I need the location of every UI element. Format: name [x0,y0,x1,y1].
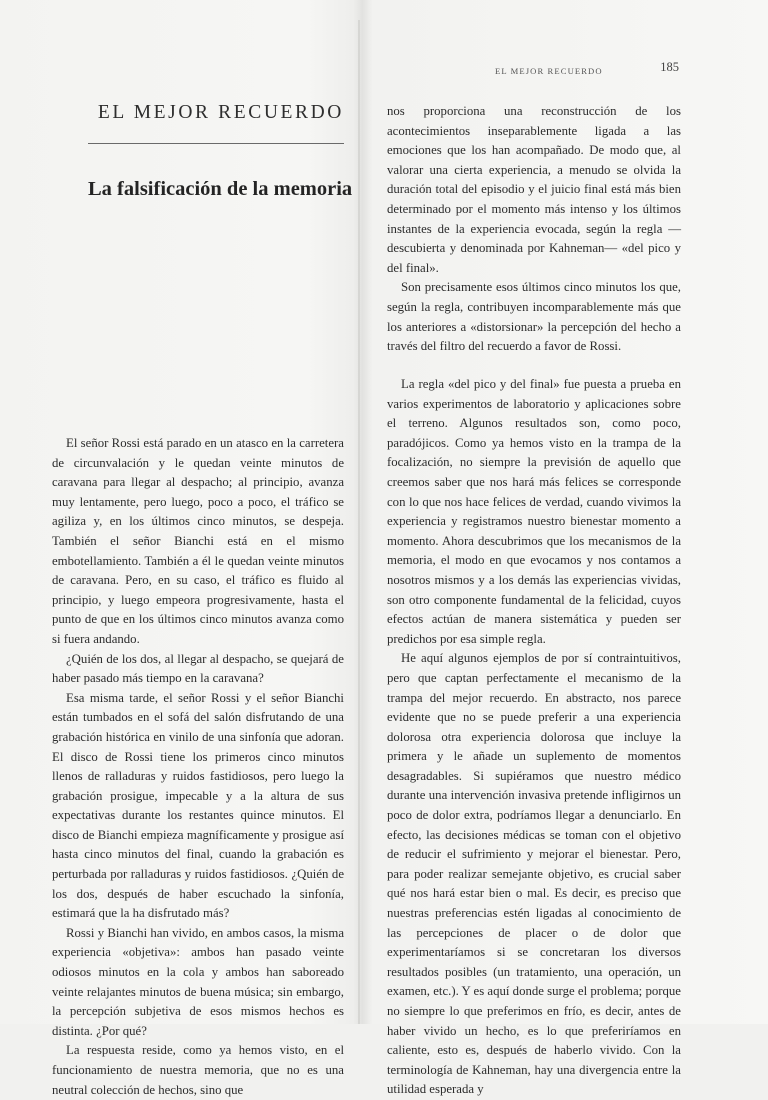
paragraph: La regla «del pico y del final» fue puesta a prueba en varios experimentos de laboratorio y aplicaciones sobre el terreno. Algunos resultados son, como poco, paradójicos. Como ya hemos visto en la trampa de la focalización, no siempre la previsión de aquello que creemos saber que nos hará más felices se corresponde con lo que nos hace felices de verdad, cuando vivimos la experiencia y registramos nuestro bienestar momento a momento. Ahora descubrimos que los mecanismos de la memoria, el modo en que evocamos y nos contamos a nosotros mismos y a los demás las experiencias vividas, son otro componente fundamental de la felicidad, cuyos efectos actúan de manera sistemática y pueden ser predichos por esa simple regla. [387,377,681,646]
chapter-title: EL MEJOR RECUERDO [97,102,344,123]
paragraph: Esa misma tarde, el señor Rossi y el señor Bianchi están tumbados en el sofá del salón disfrutando de una grabación histórica en vinilo de una sinfonía que adoran. El disco de Rossi tiene los primeros cinco minutos llenos de ralladuras y ruidos fastidiosos, pero luego la grabación prosigue, impecable y a la altura de sus expectativas durante los restantes quince minutos. El disco de Bianchi empieza magníficamente y prosigue así hasta cinco minutos del final, cuando la grabación es perturbada por ralladuras y ruidos fastidiosos. ¿Quién de los dos, después de haber escuchado la sinfonía, estimará que la ha disfrutado más? [52,690,344,921]
section-title: La falsificación de la memoria [88,178,353,200]
paragraph: Son precisamente esos últimos cinco minutos los que, según la regla, contribuyen incomparablemente más que los anteriores a «distorsionar» la percepción del hecho a través del filtro del recuerdo a favor de Rossi. [387,280,681,354]
paragraph: He aquí algunos ejemplos de por sí contraintuitivos, pero que captan perfectamente el mecanismo de la trampa del mejor recuerdo. En abstracto, nos parece evidente que no se puede preferir a una experiencia dolorosa otra experiencia dolorosa que incluye la primera y le añade un suplemento de momentos desagradables. Si supiéramos que nuestro médico durante una intervención invasiva pretende infligirnos un poco de dolor extra, podríamos llegar a denunciarlo. En efecto, las decisiones médicas se toman con el objetivo de reducir el sufrimiento y mejorar el bienestar. Pero, para poder realizar semejante objetivo, es crucial saber qué nos hará estar bien o mal. Es decir, es preciso que nuestras preferencias estén ligadas al conocimiento de las percepciones de placer o de dolor que experimentaríamos si se concretaran los diversos resultados posibles (un tratamiento, una operación, un examen, etc.). Y es aquí donde surge el problema; porque no siempre lo que preferimos en frío, es decir, antes de haber vivido un hecho, es lo que preferiríamos en caliente, esto es, después de haberlo vivido. Con la terminología de Kahneman, hay una divergencia entre la utilidad esperada y [387,651,681,1097]
page-number: 185 [660,60,679,74]
left-page-body [52,434,344,1100]
title-divider [88,143,344,144]
book-gutter [358,20,360,1024]
paragraph: ¿Quién de los dos, al llegar al despacho, se quejará de haber pasado más tiempo en la caravana? [52,651,344,686]
paragraph: La respuesta reside, como ya hemos visto, en el funcionamiento de nuestra memoria, que no es una neutral colección de hechos, sino que [52,1043,344,1097]
running-head: EL MEJOR RECUERDO [495,66,603,76]
paragraph: Rossi y Bianchi han vivido, en ambos casos, la misma experiencia «objetiva»: ambos han pasado veinte odiosos minutos en la cola y ambos han saboreado veinte relajantes minutos de buena música; sin embargo, la percepción subjetiva de esos mismos hechos es distinta. ¿Por qué? [52,925,344,1038]
paragraph: El señor Rossi está parado en un atasco en la carretera de circunvalación y le quedan veinte minutos de caravana para llegar al despacho; al principio, avanza muy lentamente, pero luego, poco a poco, el tráfico se agiliza y, en los últimos cinco minutos, se despeja. También el señor Bianchi está en el mismo embotellamiento. También a él le quedan veinte minutos de caravana. Pero, en su caso, el tráfico es fluido al principio, y luego empeora progresivamente, hasta el punto de que en los últimos cinco minutos avanza como si fuera andando. [52,436,344,646]
left-page [52,0,353,1097]
right-page [387,0,681,1097]
right-page-body-bottom [387,375,681,1100]
paragraph: nos proporciona una reconstrucción de los acontecimientos inseparablemente ligada a las emociones que los han acompañado. De modo que, al valorar una cierta experiencia, a menudo se olvida la duración total del episodio y el juicio final está más bien determinado por el momento más intenso y los últimos instantes de la experiencia evocada, según la regla —descubierta y denominada por Kahneman— «del pico y del final». [387,104,681,275]
right-page-body-top [387,102,681,357]
